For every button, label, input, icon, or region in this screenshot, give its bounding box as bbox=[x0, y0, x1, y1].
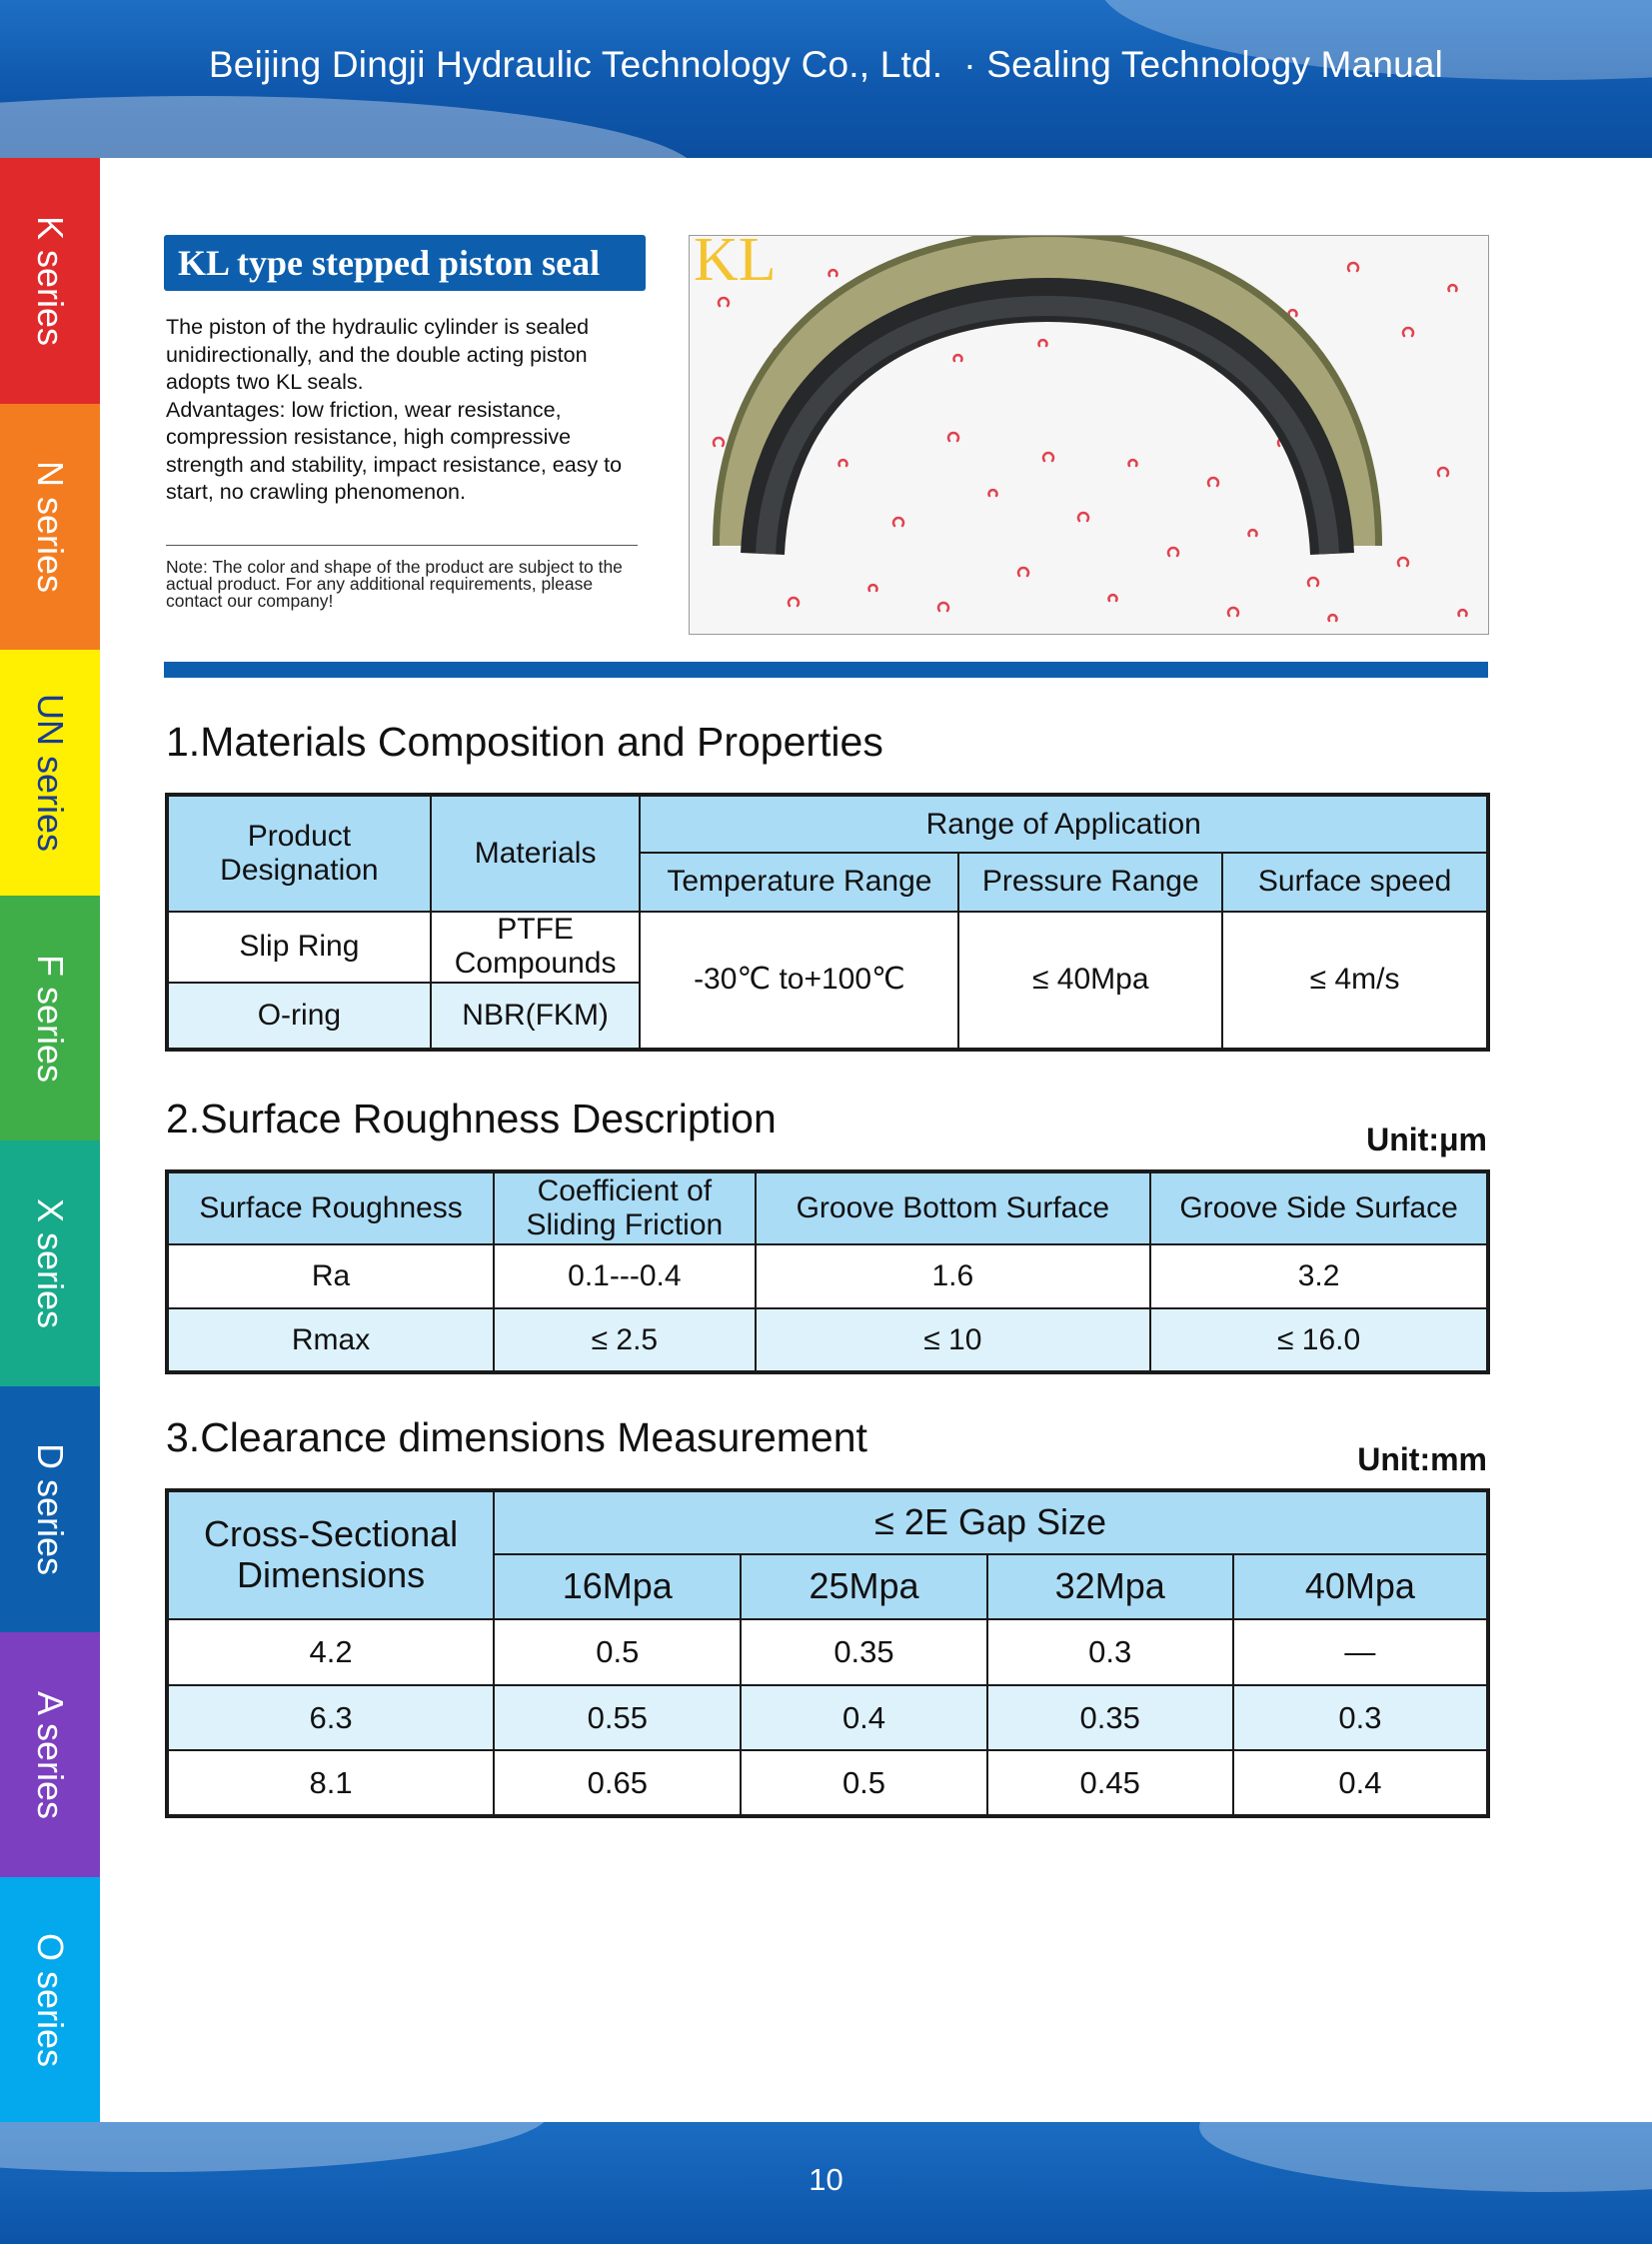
header-surface-roughness: Surface Roughness bbox=[167, 1171, 494, 1244]
cell-gap: 0.5 bbox=[494, 1619, 741, 1685]
cell-temperature: -30℃ to+100℃ bbox=[640, 912, 958, 1050]
cell-gap: 0.3 bbox=[1233, 1685, 1488, 1751]
tab-k-series[interactable] bbox=[0, 158, 100, 404]
header-pressure-range: Pressure Range bbox=[958, 853, 1222, 912]
table-row bbox=[167, 1619, 1488, 1685]
product-advantages: Advantages: low friction, wear resistance, compression resistance, high compressive strength and stability, impact resistance, easy to start, no crawling phenomenon. bbox=[166, 397, 623, 504]
cell-groove-side: 3.2 bbox=[1150, 1244, 1488, 1308]
tab-label: K series bbox=[30, 215, 72, 347]
tab-o-series[interactable] bbox=[0, 1877, 100, 2122]
header-groove-bottom: Groove Bottom Surface bbox=[756, 1171, 1151, 1244]
header-swoosh-left bbox=[0, 96, 700, 158]
image-label: KL bbox=[694, 236, 777, 294]
surface-roughness-table bbox=[165, 1169, 1490, 1374]
tab-a-series[interactable] bbox=[0, 1632, 100, 1877]
cell-product: Slip Ring bbox=[167, 912, 431, 983]
table-row bbox=[167, 1685, 1488, 1751]
cell-gap: 0.65 bbox=[494, 1750, 741, 1816]
table-row bbox=[167, 1750, 1488, 1816]
header-materials: Materials bbox=[431, 795, 641, 912]
cell-gap: 0.45 bbox=[987, 1750, 1233, 1816]
header-pressure: 32Mpa bbox=[987, 1554, 1233, 1620]
header-range-of-application: Range of Application bbox=[640, 795, 1488, 853]
header-pressure: 25Mpa bbox=[741, 1554, 986, 1620]
tab-x-series[interactable] bbox=[0, 1140, 100, 1386]
tab-un-series[interactable] bbox=[0, 650, 100, 896]
cell-speed: ≤ 4m/s bbox=[1222, 912, 1488, 1050]
header-pressure: 40Mpa bbox=[1233, 1554, 1488, 1620]
tab-label: A series bbox=[30, 1690, 71, 1819]
tab-label: X series bbox=[30, 1197, 72, 1329]
tab-f-series[interactable] bbox=[0, 896, 100, 1140]
cell-product: O-ring bbox=[167, 983, 431, 1050]
tab-label: UN series bbox=[30, 693, 71, 853]
clearance-table bbox=[165, 1488, 1490, 1818]
header-pressure: 16Mpa bbox=[494, 1554, 741, 1620]
series-sidebar bbox=[0, 158, 100, 2122]
section-2-unit: Unit:μm bbox=[1366, 1122, 1487, 1157]
section-3-unit: Unit:mm bbox=[1357, 1441, 1487, 1477]
tab-label: F series bbox=[30, 954, 71, 1083]
cell-pressure: ≤ 40Mpa bbox=[958, 912, 1222, 1050]
cell-groove-bottom: ≤ 10 bbox=[756, 1308, 1151, 1372]
cell-friction: ≤ 2.5 bbox=[494, 1308, 755, 1372]
tab-label: D series bbox=[30, 1442, 71, 1576]
cell-groove-bottom: 1.6 bbox=[756, 1244, 1151, 1308]
table-row bbox=[167, 1244, 1488, 1308]
section-3-title: 3.Clearance dimensions Measurement bbox=[166, 1414, 867, 1460]
company-name: Beijing Dingji Hydraulic Technology Co., Ltd. bbox=[208, 44, 943, 85]
cell-friction: 0.1---0.4 bbox=[494, 1244, 755, 1308]
cell-gap: 0.35 bbox=[741, 1619, 986, 1685]
cell-roughness: Rmax bbox=[167, 1308, 494, 1372]
cell-gap: 0.3 bbox=[987, 1619, 1233, 1685]
cell-gap: — bbox=[1233, 1619, 1488, 1685]
table-row bbox=[167, 1308, 1488, 1372]
header-groove-side: Groove Side Surface bbox=[1150, 1171, 1488, 1244]
header-sliding-friction: Coefficient of Sliding Friction bbox=[494, 1171, 755, 1244]
section-2-title: 2.Surface Roughness Description bbox=[166, 1096, 777, 1141]
cell-roughness: Ra bbox=[167, 1244, 494, 1308]
page-number: 10 bbox=[809, 2162, 843, 2197]
section-1-title: 1.Materials Composition and Properties bbox=[166, 719, 883, 765]
header-product-designation: Product Designation bbox=[167, 795, 431, 912]
tab-label: N series bbox=[30, 460, 71, 594]
product-description-block bbox=[166, 314, 650, 507]
tab-d-series[interactable] bbox=[0, 1386, 100, 1632]
cell-dimension: 8.1 bbox=[167, 1750, 494, 1816]
materials-table bbox=[165, 793, 1490, 1052]
product-title: KL type stepped piston seal bbox=[164, 235, 646, 291]
cell-gap: 0.35 bbox=[987, 1685, 1233, 1751]
note-divider bbox=[166, 545, 638, 546]
product-description: The piston of the hydraulic cylinder is sealed unidirectionally, and the double acting piston adopts two KL seals. bbox=[166, 315, 590, 394]
product-note: Note: The color and shape of the product are subject to the actual product. For any additional requirements, please contact our company! bbox=[166, 557, 623, 611]
cell-dimension: 4.2 bbox=[167, 1619, 494, 1685]
header-separator: · bbox=[963, 44, 976, 85]
seal-illustration bbox=[690, 236, 1488, 634]
header-surface-speed: Surface speed bbox=[1222, 853, 1488, 912]
cell-gap: 0.5 bbox=[741, 1750, 986, 1816]
cell-material: NBR(FKM) bbox=[431, 983, 641, 1050]
cell-groove-side: ≤ 16.0 bbox=[1150, 1308, 1488, 1372]
cell-gap: 0.55 bbox=[494, 1685, 741, 1751]
header-gap-size: ≤ 2E Gap Size bbox=[494, 1490, 1488, 1554]
header-temperature-range: Temperature Range bbox=[640, 853, 958, 912]
cell-material: PTFE Compounds bbox=[431, 912, 641, 983]
manual-name: Sealing Technology Manual bbox=[986, 44, 1444, 85]
header-title bbox=[0, 44, 1652, 86]
cell-dimension: 6.3 bbox=[167, 1685, 494, 1751]
header-cross-sectional: Cross-Sectional Dimensions bbox=[167, 1490, 494, 1619]
tab-label: O series bbox=[30, 1932, 72, 2067]
cell-gap: 0.4 bbox=[1233, 1750, 1488, 1816]
page-footer bbox=[0, 2122, 1652, 2244]
section-divider-bar bbox=[164, 662, 1488, 678]
tab-n-series[interactable] bbox=[0, 404, 100, 650]
cell-gap: 0.4 bbox=[741, 1685, 986, 1751]
product-photo bbox=[689, 235, 1489, 635]
page-header bbox=[0, 0, 1652, 158]
